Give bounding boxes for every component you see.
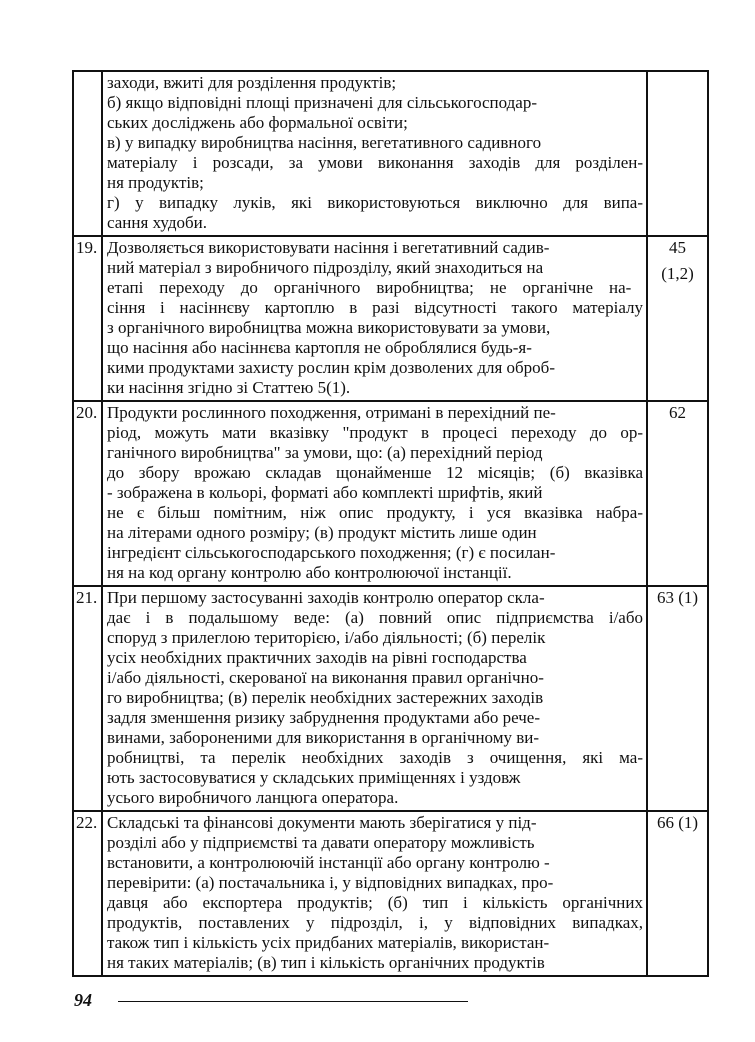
- text-line: що насіння або насіннєва картопля не оброблялися будь-я-: [107, 338, 532, 357]
- text-line: ють застосовуватися у складських приміщеннях і уздовж: [107, 768, 521, 787]
- text-line: ки насіння згідно зі Статтею 5(1).: [107, 378, 351, 397]
- text-line: розділі або у підприємстві та давати оператору можливість: [107, 833, 535, 852]
- text-line: задля зменшення ризику забруднення продуктами або рече-: [107, 708, 540, 727]
- ref-line: (1,2): [661, 264, 694, 283]
- text-line: також тип і кількість усіх придбаних матеріалів, використан-: [107, 933, 550, 952]
- row-number: 21.: [73, 586, 102, 811]
- text-line: сання худоби.: [107, 213, 207, 232]
- text-line: винами, забороненими для використання в органічному ви-: [107, 728, 540, 747]
- row-number: 19.: [73, 236, 102, 401]
- row-reference: [647, 586, 708, 811]
- text-line: ріод, можуть мати вказівку "продукт в процесі переходу до ор-: [107, 423, 643, 442]
- text-line: сіння і насіннєву картоплю в разі відсутності такого матеріалу: [107, 298, 643, 317]
- text-line: перевірити: (а) постачальника і, у відповідних випадках, про-: [107, 873, 554, 892]
- text-line: і/або діяльності, скерованої на виконання правил органічно-: [107, 668, 544, 687]
- text-line: в) у випадку виробництва насіння, вегетативного садивного: [107, 133, 542, 152]
- ref-line: 62: [669, 403, 686, 422]
- text-line: давця або експортера продуктів; (б) тип і кількість органічних: [107, 893, 643, 912]
- text-line: б) якщо відповідні площі призначені для сільськогосподар-: [107, 93, 538, 112]
- text-line: Продукти рослинного походження, отримані в перехідний пе-: [107, 403, 556, 422]
- text-line: усього виробничого ланцюга оператора.: [107, 788, 399, 807]
- text-line: кими продуктами захисту рослин крім дозволених для оброб-: [107, 358, 555, 377]
- row-text: [102, 401, 647, 586]
- text-line: до збору врожаю складав щонайменше 12 місяців; (б) вказівка: [107, 463, 643, 482]
- row-text: [102, 236, 647, 401]
- text-line: Складські та фінансові документи мають зберігатися у під-: [107, 813, 537, 832]
- footer-rule: [118, 1001, 468, 1002]
- row-text: [102, 586, 647, 811]
- text-line: ських досліджень або формальної освіти;: [107, 113, 408, 132]
- text-line: заходи, вжиті для розділення продуктів;: [107, 73, 397, 92]
- row-reference: [647, 811, 708, 976]
- text-line: дає і в подальшому веде: (а) повний опис підприємства і/або: [107, 608, 643, 627]
- text-line: ганічного виробництва" за умови, що: (а) перехідний період: [107, 443, 543, 462]
- regulation-table: [72, 70, 709, 977]
- row-number: 20.: [73, 401, 102, 586]
- row-text: [102, 71, 647, 236]
- text-line: При першому застосуванні заходів контролю оператор скла-: [107, 588, 545, 607]
- table-row: [73, 401, 708, 586]
- row-reference: [647, 401, 708, 586]
- table-body: [73, 71, 708, 976]
- text-line: ня на код органу контролю або контролюючої інстанції.: [107, 563, 512, 582]
- row-text: [102, 811, 647, 976]
- text-line: ня продуктів;: [107, 173, 204, 192]
- ref-line: 66 (1): [656, 813, 699, 832]
- text-line: ний матеріал з виробничого підрозділу, який знаходиться на: [107, 258, 544, 277]
- text-line: г) у випадку луків, які використовуються виключно для випа-: [107, 193, 643, 212]
- text-line: споруд з прилеглою територією, і/або діяльності; (б) перелік: [107, 628, 546, 647]
- text-line: го виробництва; (в) перелік необхідних застережних заходів: [107, 688, 544, 707]
- table-row: [73, 586, 708, 811]
- text-line: робництві, та перелік необхідних заходів з очищення, які ма-: [107, 748, 643, 767]
- text-line: продуктів, поставлених у підрозділ, і, у відповідних випадках,: [107, 913, 643, 932]
- text-line: усіх необхідних практичних заходів на рівні господарства: [107, 648, 527, 667]
- table-row: [73, 71, 708, 236]
- row-number: 22.: [73, 811, 102, 976]
- ref-line: 63 (1): [656, 588, 699, 607]
- text-line: на літерами одного розміру; (в) продукт містить лише один: [107, 523, 537, 542]
- text-line: з органічного виробництва можна використовувати за умови,: [107, 318, 551, 337]
- row-number: [73, 71, 102, 236]
- text-line: матеріалу і розсади, за умови виконання заходів для розділен-: [107, 153, 643, 172]
- table-row: [73, 811, 708, 976]
- text-line: ня таких матеріалів; (в) тип і кількість органічних продуктів: [107, 953, 545, 972]
- text-line: етапі переходу до органічного виробництва; не органічне на-: [107, 278, 632, 297]
- row-reference: [647, 236, 708, 401]
- table-row: [73, 236, 708, 401]
- page-number: 94: [74, 990, 92, 1010]
- text-line: інгредієнт сільськогосподарського походження; (г) є посилан-: [107, 543, 556, 562]
- text-line: - зображена в кольорі, форматі або комплекті шрифтів, який: [107, 483, 543, 502]
- text-line: встановити, а контролюючій інстанції або органу контролю -: [107, 853, 550, 872]
- text-line: не є більш помітним, ніж опис продукту, і уся вказівка набра-: [107, 503, 643, 522]
- row-reference: [647, 71, 708, 236]
- ref-line: 45: [669, 238, 686, 257]
- text-line: Дозволяється використовувати насіння і вегетативний садив-: [107, 238, 550, 257]
